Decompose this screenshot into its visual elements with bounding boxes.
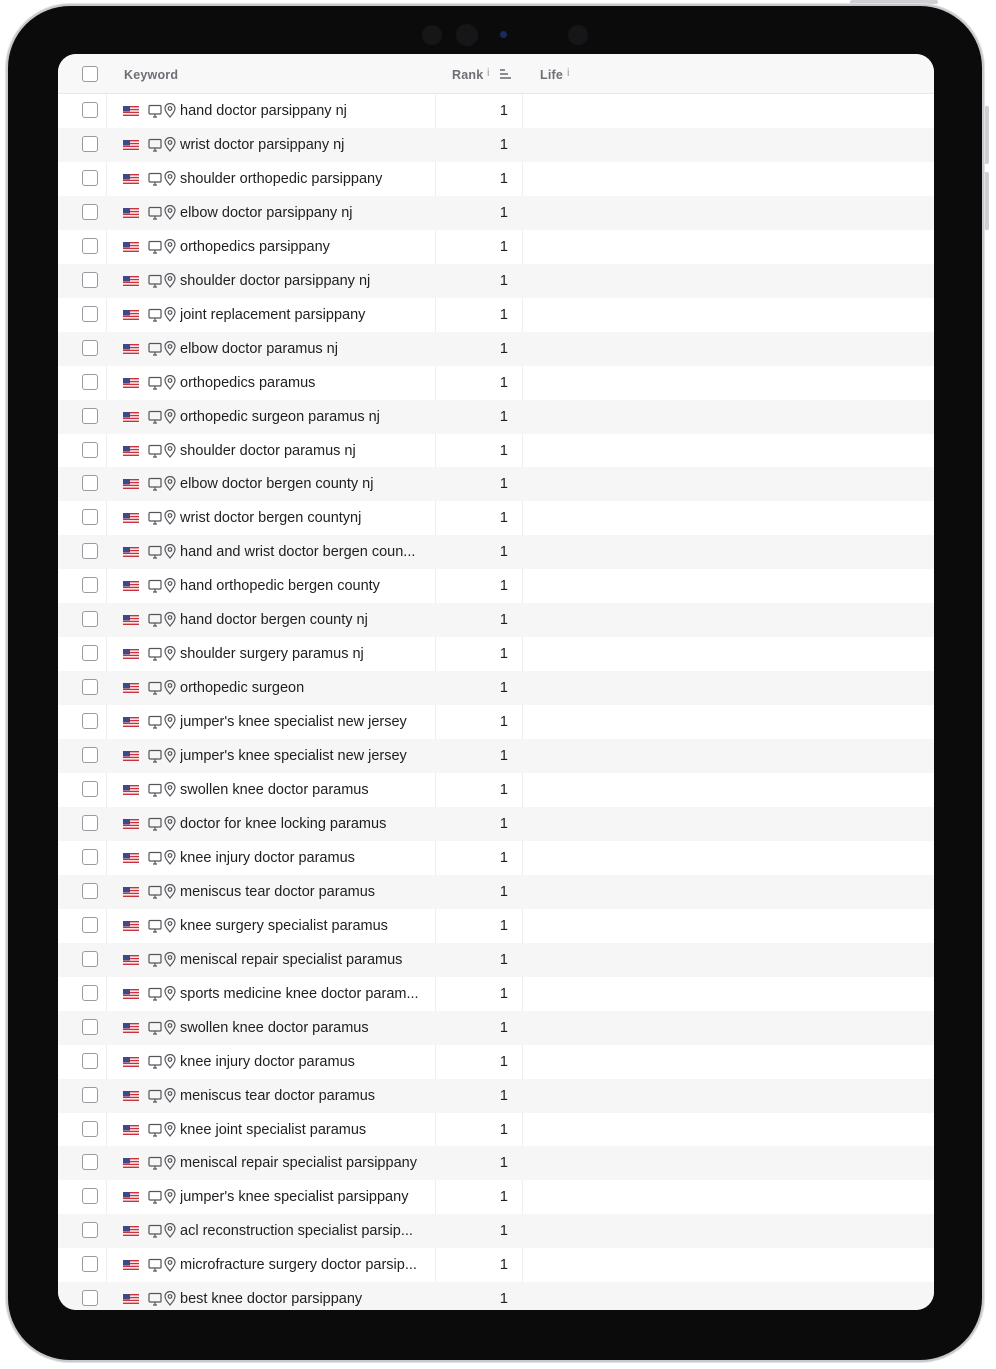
- rank-value: 1: [499, 476, 508, 493]
- rank-value: 1: [499, 748, 508, 765]
- location-pin-icon: [164, 646, 176, 661]
- rank-value: 1: [499, 170, 508, 187]
- keyword-text[interactable]: shoulder doctor parsippany nj: [180, 272, 371, 289]
- keyword-text[interactable]: swollen knee doctor paramus: [180, 1019, 369, 1036]
- rank-value: 1: [499, 1155, 508, 1172]
- table-row[interactable]: [58, 332, 934, 366]
- desktop-icon: [148, 1156, 162, 1170]
- location-pin-icon: [164, 782, 176, 797]
- us-flag-icon: [123, 140, 139, 150]
- rank-value: 1: [499, 951, 508, 968]
- row-checkbox[interactable]: [82, 408, 98, 424]
- row-checkbox[interactable]: [82, 713, 98, 729]
- camera-lens-icon: [456, 24, 478, 46]
- desktop-icon: [148, 444, 162, 458]
- location-pin-icon: [164, 341, 176, 356]
- desktop-icon: [148, 1089, 162, 1103]
- row-checkbox[interactable]: [82, 781, 98, 797]
- location-pin-icon: [164, 443, 176, 458]
- location-pin-icon: [164, 103, 176, 118]
- us-flag-icon: [123, 106, 139, 116]
- device-volume-up-button: [984, 106, 989, 164]
- rank-value: 1: [499, 1291, 508, 1308]
- rank-value: 1: [499, 985, 508, 1002]
- row-checkbox[interactable]: [82, 1290, 98, 1306]
- us-flag-icon: [123, 1294, 139, 1304]
- keyword-text[interactable]: meniscal repair specialist parsippany: [180, 1155, 417, 1172]
- camera-bar: [418, 24, 598, 46]
- column-header-life[interactable]: Life: [540, 68, 564, 82]
- rank-value: 1: [499, 103, 508, 119]
- row-checkbox[interactable]: [82, 475, 98, 491]
- row-checkbox[interactable]: [82, 1087, 98, 1103]
- row-checkbox[interactable]: [82, 645, 98, 661]
- desktop-icon: [148, 987, 162, 1001]
- column-header-rank[interactable]: Rank: [452, 68, 484, 82]
- table-row[interactable]: [58, 366, 934, 400]
- rank-value: 1: [499, 815, 508, 832]
- keyword-text[interactable]: best knee doctor parsippany: [180, 1291, 363, 1308]
- rank-value: 1: [499, 1189, 508, 1206]
- desktop-icon: [148, 342, 162, 356]
- table-row[interactable]: [58, 977, 934, 1011]
- keyword-text[interactable]: knee joint specialist paramus: [180, 1121, 367, 1138]
- table-row[interactable]: [58, 264, 934, 298]
- desktop-icon: [148, 511, 162, 525]
- row-checkbox[interactable]: [82, 170, 98, 186]
- screen: [58, 54, 934, 1310]
- table-row[interactable]: [58, 535, 934, 569]
- desktop-icon: [148, 851, 162, 865]
- location-pin-icon: [164, 1291, 176, 1306]
- location-pin-icon: [164, 918, 176, 933]
- rank-value: 1: [499, 1257, 508, 1274]
- table-row[interactable]: [58, 196, 934, 230]
- rank-value: 1: [499, 1121, 508, 1138]
- keyword-text[interactable]: hand orthopedic bergen county: [180, 578, 380, 595]
- us-flag-icon: [123, 1091, 139, 1101]
- rank-value: 1: [499, 917, 508, 934]
- us-flag-icon: [123, 378, 139, 388]
- keyword-text[interactable]: hand and wrist doctor bergen coun...: [180, 544, 416, 561]
- row-checkbox[interactable]: [82, 442, 98, 458]
- us-flag-icon: [123, 1192, 139, 1202]
- row-checkbox[interactable]: [82, 1154, 98, 1170]
- row-checkbox[interactable]: [82, 917, 98, 933]
- us-flag-icon: [123, 344, 139, 354]
- row-checkbox[interactable]: [82, 204, 98, 220]
- table-row[interactable]: [58, 1045, 934, 1079]
- keyword-text[interactable]: shoulder orthopedic parsippany: [180, 170, 383, 187]
- desktop-icon: [148, 1055, 162, 1069]
- keyword-text[interactable]: meniscal repair specialist paramus: [180, 951, 403, 968]
- us-flag-icon: [123, 1226, 139, 1236]
- keyword-text[interactable]: jumper's knee specialist new jersey: [180, 714, 407, 731]
- rank-value: 1: [499, 442, 508, 459]
- rank-value: 1: [499, 1019, 508, 1036]
- table-row[interactable]: [58, 434, 934, 468]
- keyword-text[interactable]: shoulder doctor paramus nj: [180, 442, 356, 459]
- rank-value: 1: [499, 306, 508, 323]
- keyword-text[interactable]: hand doctor parsippany nj: [180, 103, 347, 119]
- us-flag-icon: [123, 751, 139, 761]
- us-flag-icon: [123, 174, 139, 184]
- table-row[interactable]: [58, 128, 934, 162]
- location-pin-icon: [164, 1223, 176, 1238]
- us-flag-icon: [123, 955, 139, 965]
- rank-value: 1: [499, 374, 508, 391]
- table-row[interactable]: [58, 94, 934, 128]
- location-pin-icon: [164, 1257, 176, 1272]
- keyword-text[interactable]: sports medicine knee doctor param...: [180, 985, 419, 1002]
- us-flag-icon: [123, 310, 139, 320]
- row-checkbox[interactable]: [82, 1256, 98, 1272]
- us-flag-icon: [123, 1023, 139, 1033]
- desktop-icon: [148, 274, 162, 288]
- rank-value: 1: [499, 680, 508, 697]
- desktop-icon: [148, 1258, 162, 1272]
- sort-ascending-icon[interactable]: [500, 69, 512, 79]
- desktop-icon: [148, 1190, 162, 1204]
- keyword-text[interactable]: wrist doctor bergen countynj: [180, 510, 362, 527]
- table-row[interactable]: [58, 298, 934, 332]
- desktop-icon: [148, 410, 162, 424]
- keyword-text[interactable]: wrist doctor parsippany nj: [180, 136, 345, 153]
- us-flag-icon: [123, 581, 139, 591]
- rank-value: 1: [499, 883, 508, 900]
- us-flag-icon: [123, 1057, 139, 1067]
- row-checkbox[interactable]: [82, 136, 98, 152]
- keyword-text[interactable]: acl reconstruction specialist parsip...: [180, 1223, 413, 1240]
- row-checkbox[interactable]: [82, 1121, 98, 1137]
- location-pin-icon: [164, 1020, 176, 1035]
- keyword-text[interactable]: knee injury doctor paramus: [180, 1053, 355, 1070]
- table-row[interactable]: [58, 1079, 934, 1113]
- location-pin-icon: [164, 986, 176, 1001]
- rank-info-icon[interactable]: i: [487, 67, 490, 79]
- row-checkbox[interactable]: [82, 985, 98, 1001]
- us-flag-icon: [123, 717, 139, 727]
- row-checkbox[interactable]: [82, 543, 98, 559]
- location-pin-icon: [164, 884, 176, 899]
- us-flag-icon: [123, 887, 139, 897]
- rank-value: 1: [499, 612, 508, 629]
- row-checkbox[interactable]: [82, 1019, 98, 1035]
- keyword-text[interactable]: knee surgery specialist paramus: [180, 917, 388, 934]
- table-row[interactable]: [58, 637, 934, 671]
- rank-value: 1: [499, 646, 508, 663]
- desktop-icon: [148, 1123, 162, 1137]
- rank-value: 1: [499, 510, 508, 527]
- keyword-text[interactable]: joint replacement parsippany: [180, 306, 366, 323]
- rank-value: 1: [499, 1223, 508, 1240]
- row-checkbox[interactable]: [82, 238, 98, 254]
- us-flag-icon: [123, 989, 139, 999]
- location-pin-icon: [164, 1054, 176, 1069]
- location-pin-icon: [164, 714, 176, 729]
- row-checkbox[interactable]: [82, 849, 98, 865]
- us-flag-icon: [123, 242, 139, 252]
- desktop-icon: [148, 1292, 162, 1306]
- table-row[interactable]: [58, 1113, 934, 1147]
- rank-value: 1: [499, 782, 508, 798]
- keyword-text[interactable]: elbow doctor parsippany nj: [180, 204, 353, 221]
- us-flag-icon: [123, 446, 139, 456]
- select-all-checkbox[interactable]: [82, 66, 98, 82]
- desktop-icon: [148, 1021, 162, 1035]
- row-checkbox[interactable]: [82, 611, 98, 627]
- keyword-text[interactable]: elbow doctor bergen county nj: [180, 476, 374, 493]
- table-row[interactable]: [58, 875, 934, 909]
- desktop-icon: [148, 138, 162, 152]
- us-flag-icon: [123, 208, 139, 218]
- row-checkbox[interactable]: [82, 102, 98, 118]
- rank-value: 1: [499, 544, 508, 561]
- table-row[interactable]: [58, 807, 934, 841]
- desktop-icon: [148, 579, 162, 593]
- row-checkbox[interactable]: [82, 306, 98, 322]
- us-flag-icon: [123, 1260, 139, 1270]
- desktop-icon: [148, 749, 162, 763]
- rank-value: 1: [499, 849, 508, 866]
- table-row[interactable]: [58, 1282, 934, 1310]
- us-flag-icon: [123, 785, 139, 795]
- desktop-icon: [148, 715, 162, 729]
- keyword-text[interactable]: meniscus tear doctor paramus: [180, 1087, 376, 1104]
- column-header-keyword[interactable]: Keyword: [124, 68, 179, 82]
- rank-value: 1: [499, 714, 508, 731]
- desktop-icon: [148, 172, 162, 186]
- keyword-text[interactable]: meniscus tear doctor paramus: [180, 883, 376, 900]
- row-checkbox[interactable]: [82, 272, 98, 288]
- location-pin-icon: [164, 137, 176, 152]
- location-pin-icon: [164, 612, 176, 627]
- desktop-icon: [148, 376, 162, 390]
- location-pin-icon: [164, 510, 176, 525]
- keyword-text[interactable]: orthopedics paramus: [180, 374, 316, 391]
- row-checkbox[interactable]: [82, 1053, 98, 1069]
- desktop-icon: [148, 681, 162, 695]
- location-pin-icon: [164, 952, 176, 967]
- table-row[interactable]: [58, 1011, 934, 1045]
- us-flag-icon: [123, 853, 139, 863]
- location-pin-icon: [164, 1088, 176, 1103]
- table-row[interactable]: [58, 603, 934, 637]
- us-flag-icon: [123, 1125, 139, 1135]
- location-pin-icon: [164, 544, 176, 559]
- device-volume-down-button: [984, 172, 989, 230]
- row-checkbox[interactable]: [82, 951, 98, 967]
- us-flag-icon: [123, 412, 139, 422]
- rank-value: 1: [499, 340, 508, 357]
- location-pin-icon: [164, 1189, 176, 1204]
- location-pin-icon: [164, 273, 176, 288]
- camera-indicator-icon: [500, 31, 507, 38]
- table-row[interactable]: [58, 773, 934, 807]
- location-pin-icon: [164, 205, 176, 220]
- rank-value: 1: [499, 238, 508, 255]
- location-pin-icon: [164, 476, 176, 491]
- keyword-text[interactable]: orthopedics parsippany: [180, 238, 330, 255]
- us-flag-icon: [123, 683, 139, 693]
- location-pin-icon: [164, 578, 176, 593]
- desktop-icon: [148, 783, 162, 797]
- row-checkbox[interactable]: [82, 815, 98, 831]
- rank-value: 1: [499, 272, 508, 289]
- keyword-text[interactable]: elbow doctor paramus nj: [180, 340, 338, 357]
- rank-value: 1: [499, 1087, 508, 1104]
- keyword-text[interactable]: orthopedic surgeon: [180, 680, 305, 697]
- keyword-text[interactable]: jumper's knee specialist new jersey: [180, 748, 407, 765]
- us-flag-icon: [123, 513, 139, 523]
- us-flag-icon: [123, 615, 139, 625]
- location-pin-icon: [164, 307, 176, 322]
- table-row[interactable]: [58, 1146, 934, 1180]
- row-checkbox[interactable]: [82, 747, 98, 763]
- location-pin-icon: [164, 409, 176, 424]
- life-info-icon[interactable]: i: [567, 67, 570, 79]
- desktop-icon: [148, 240, 162, 254]
- us-flag-icon: [123, 649, 139, 659]
- table-header: [58, 54, 934, 94]
- rank-value: 1: [499, 408, 508, 425]
- desktop-icon: [148, 1224, 162, 1238]
- keyword-text[interactable]: hand doctor bergen county nj: [180, 612, 368, 629]
- table-row[interactable]: [58, 1180, 934, 1214]
- location-pin-icon: [164, 850, 176, 865]
- row-checkbox[interactable]: [82, 509, 98, 525]
- table-row[interactable]: [58, 739, 934, 773]
- keyword-text[interactable]: microfracture surgery doctor parsip...: [180, 1257, 417, 1274]
- location-pin-icon: [164, 375, 176, 390]
- desktop-icon: [148, 919, 162, 933]
- keyword-text[interactable]: knee injury doctor paramus: [180, 849, 355, 866]
- desktop-icon: [148, 647, 162, 661]
- desktop-icon: [148, 545, 162, 559]
- rank-value: 1: [499, 204, 508, 221]
- desktop-icon: [148, 308, 162, 322]
- row-checkbox[interactable]: [82, 883, 98, 899]
- keyword-text[interactable]: jumper's knee specialist parsippany: [180, 1189, 409, 1206]
- location-pin-icon: [164, 816, 176, 831]
- table-row[interactable]: [58, 230, 934, 264]
- table-row[interactable]: [58, 909, 934, 943]
- location-pin-icon: [164, 748, 176, 763]
- desktop-icon: [148, 885, 162, 899]
- table-row[interactable]: [58, 569, 934, 603]
- table-row[interactable]: [58, 1214, 934, 1248]
- row-checkbox[interactable]: [82, 340, 98, 356]
- table-row[interactable]: [58, 1248, 934, 1282]
- location-pin-icon: [164, 171, 176, 186]
- row-checkbox[interactable]: [82, 374, 98, 390]
- table-row[interactable]: [58, 400, 934, 434]
- keyword-text[interactable]: doctor for knee locking paramus: [180, 815, 387, 832]
- us-flag-icon: [123, 819, 139, 829]
- location-pin-icon: [164, 680, 176, 695]
- rank-value: 1: [499, 1053, 508, 1070]
- desktop-icon: [148, 104, 162, 118]
- keyword-text[interactable]: orthopedic surgeon paramus nj: [180, 408, 380, 425]
- row-checkbox[interactable]: [82, 577, 98, 593]
- desktop-icon: [148, 817, 162, 831]
- table-row[interactable]: [58, 162, 934, 196]
- desktop-icon: [148, 477, 162, 491]
- us-flag-icon: [123, 547, 139, 557]
- location-pin-icon: [164, 1122, 176, 1137]
- desktop-icon: [148, 206, 162, 220]
- us-flag-icon: [123, 1158, 139, 1168]
- row-checkbox[interactable]: [82, 679, 98, 695]
- us-flag-icon: [123, 921, 139, 931]
- us-flag-icon: [123, 276, 139, 286]
- sensor-icon: [568, 25, 588, 45]
- us-flag-icon: [123, 479, 139, 489]
- rank-value: 1: [499, 578, 508, 595]
- desktop-icon: [148, 613, 162, 627]
- location-pin-icon: [164, 239, 176, 254]
- table-row[interactable]: [58, 943, 934, 977]
- table-row[interactable]: [58, 705, 934, 739]
- keyword-text[interactable]: shoulder surgery paramus nj: [180, 646, 364, 663]
- table-row[interactable]: [58, 671, 934, 705]
- rank-value: 1: [499, 136, 508, 153]
- table-row[interactable]: [58, 501, 934, 535]
- keyword-text[interactable]: swollen knee doctor paramus: [180, 782, 369, 798]
- sensor-icon: [422, 25, 442, 45]
- desktop-icon: [148, 953, 162, 967]
- location-pin-icon: [164, 1155, 176, 1170]
- table-row[interactable]: [58, 467, 934, 501]
- row-checkbox[interactable]: [82, 1222, 98, 1238]
- row-checkbox[interactable]: [82, 1188, 98, 1204]
- table-row[interactable]: [58, 841, 934, 875]
